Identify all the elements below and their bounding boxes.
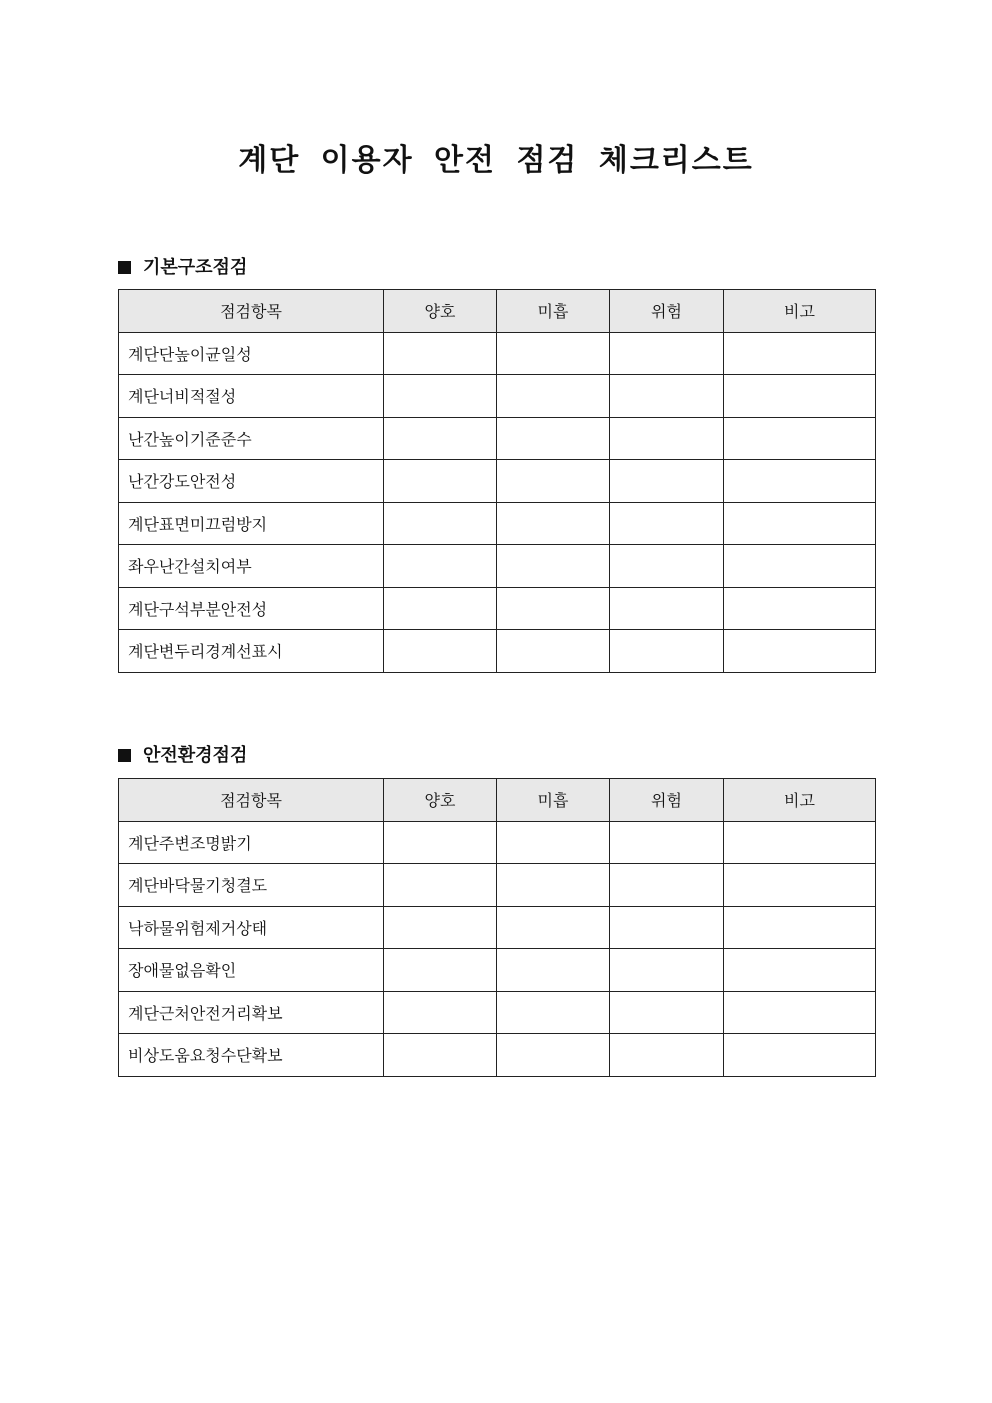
check-item-label: 좌우난간설치여부 [119,545,384,588]
remarks-cell[interactable] [724,906,876,949]
remarks-cell[interactable] [724,417,876,460]
good-cell[interactable] [384,502,497,545]
good-cell[interactable] [384,906,497,949]
check-item-label: 낙하물위험제거상태 [119,906,384,949]
poor-cell[interactable] [497,587,610,630]
table-row [119,460,876,503]
section-heading-text: 안전환경점검 [143,745,248,766]
check-item-label: 난간강도안전성 [119,460,384,503]
check-item-label: 장애물없음확인 [119,949,384,992]
column-header-danger: 위험 [610,290,724,333]
poor-cell[interactable] [497,906,610,949]
check-item-label: 계단단높이균일성 [119,332,384,375]
section-heading-safety-environment [118,741,247,767]
remarks-cell[interactable] [724,1034,876,1077]
column-header-danger: 위험 [610,779,724,822]
good-cell[interactable] [384,821,497,864]
remarks-cell[interactable] [724,864,876,907]
check-item-label: 계단표면미끄럼방지 [119,502,384,545]
column-header-poor: 미흡 [497,779,610,822]
good-cell[interactable] [384,460,497,503]
check-item-label: 계단바닥물기청결도 [119,864,384,907]
table-row [119,991,876,1034]
remarks-cell[interactable] [724,375,876,418]
danger-cell[interactable] [610,1034,724,1077]
danger-cell[interactable] [610,375,724,418]
good-cell[interactable] [384,375,497,418]
remarks-cell[interactable] [724,545,876,588]
danger-cell[interactable] [610,417,724,460]
table-row [119,587,876,630]
table-row [119,821,876,864]
danger-cell[interactable] [610,949,724,992]
poor-cell[interactable] [497,417,610,460]
danger-cell[interactable] [610,332,724,375]
column-header-remarks: 비고 [724,290,876,333]
header-row [119,779,876,822]
danger-cell[interactable] [610,587,724,630]
remarks-cell[interactable] [724,460,876,503]
remarks-cell[interactable] [724,949,876,992]
poor-cell[interactable] [497,332,610,375]
good-cell[interactable] [384,1034,497,1077]
header-row [119,290,876,333]
good-cell[interactable] [384,417,497,460]
remarks-cell[interactable] [724,821,876,864]
table-row [119,949,876,992]
section-heading-basic-structure [118,253,247,279]
remarks-cell[interactable] [724,630,876,673]
good-cell[interactable] [384,630,497,673]
poor-cell[interactable] [497,864,610,907]
good-cell[interactable] [384,332,497,375]
check-item-label: 계단주변조명밝기 [119,821,384,864]
table-row [119,1034,876,1077]
danger-cell[interactable] [610,630,724,673]
danger-cell[interactable] [610,864,724,907]
poor-cell[interactable] [497,991,610,1034]
good-cell[interactable] [384,545,497,588]
good-cell[interactable] [384,991,497,1034]
square-bullet-icon [118,749,131,762]
poor-cell[interactable] [497,545,610,588]
poor-cell[interactable] [497,375,610,418]
remarks-cell[interactable] [724,587,876,630]
checklist-table-basic-structure [118,289,876,673]
check-item-label: 계단근처안전거리확보 [119,991,384,1034]
remarks-cell[interactable] [724,502,876,545]
good-cell[interactable] [384,587,497,630]
square-bullet-icon [118,261,131,274]
table-row [119,864,876,907]
danger-cell[interactable] [610,502,724,545]
table-row [119,375,876,418]
table-row [119,545,876,588]
section-heading-text: 기본구조점검 [143,257,248,278]
table-row [119,502,876,545]
table-row [119,630,876,673]
poor-cell[interactable] [497,630,610,673]
remarks-cell[interactable] [724,332,876,375]
table-row [119,906,876,949]
remarks-cell[interactable] [724,991,876,1034]
good-cell[interactable] [384,949,497,992]
column-header-good: 양호 [384,779,497,822]
poor-cell[interactable] [497,502,610,545]
column-header-good: 양호 [384,290,497,333]
page-title: 계단 이용자 안전 점검 체크리스트 [238,143,754,178]
poor-cell[interactable] [497,1034,610,1077]
column-header-item: 점검항목 [119,779,384,822]
column-header-remarks: 비고 [724,779,876,822]
poor-cell[interactable] [497,460,610,503]
good-cell[interactable] [384,864,497,907]
check-item-label: 비상도움요청수단확보 [119,1034,384,1077]
check-item-label: 계단너비적절성 [119,375,384,418]
table-row [119,417,876,460]
danger-cell[interactable] [610,821,724,864]
checklist-table-safety-environment [118,778,876,1077]
check-item-label: 계단변두리경계선표시 [119,630,384,673]
column-header-poor: 미흡 [497,290,610,333]
check-item-label: 계단구석부분안전성 [119,587,384,630]
table-row [119,332,876,375]
check-item-label: 난간높이기준준수 [119,417,384,460]
danger-cell[interactable] [610,906,724,949]
poor-cell[interactable] [497,821,610,864]
danger-cell[interactable] [610,991,724,1034]
danger-cell[interactable] [610,460,724,503]
column-header-item: 점검항목 [119,290,384,333]
danger-cell[interactable] [610,545,724,588]
poor-cell[interactable] [497,949,610,992]
